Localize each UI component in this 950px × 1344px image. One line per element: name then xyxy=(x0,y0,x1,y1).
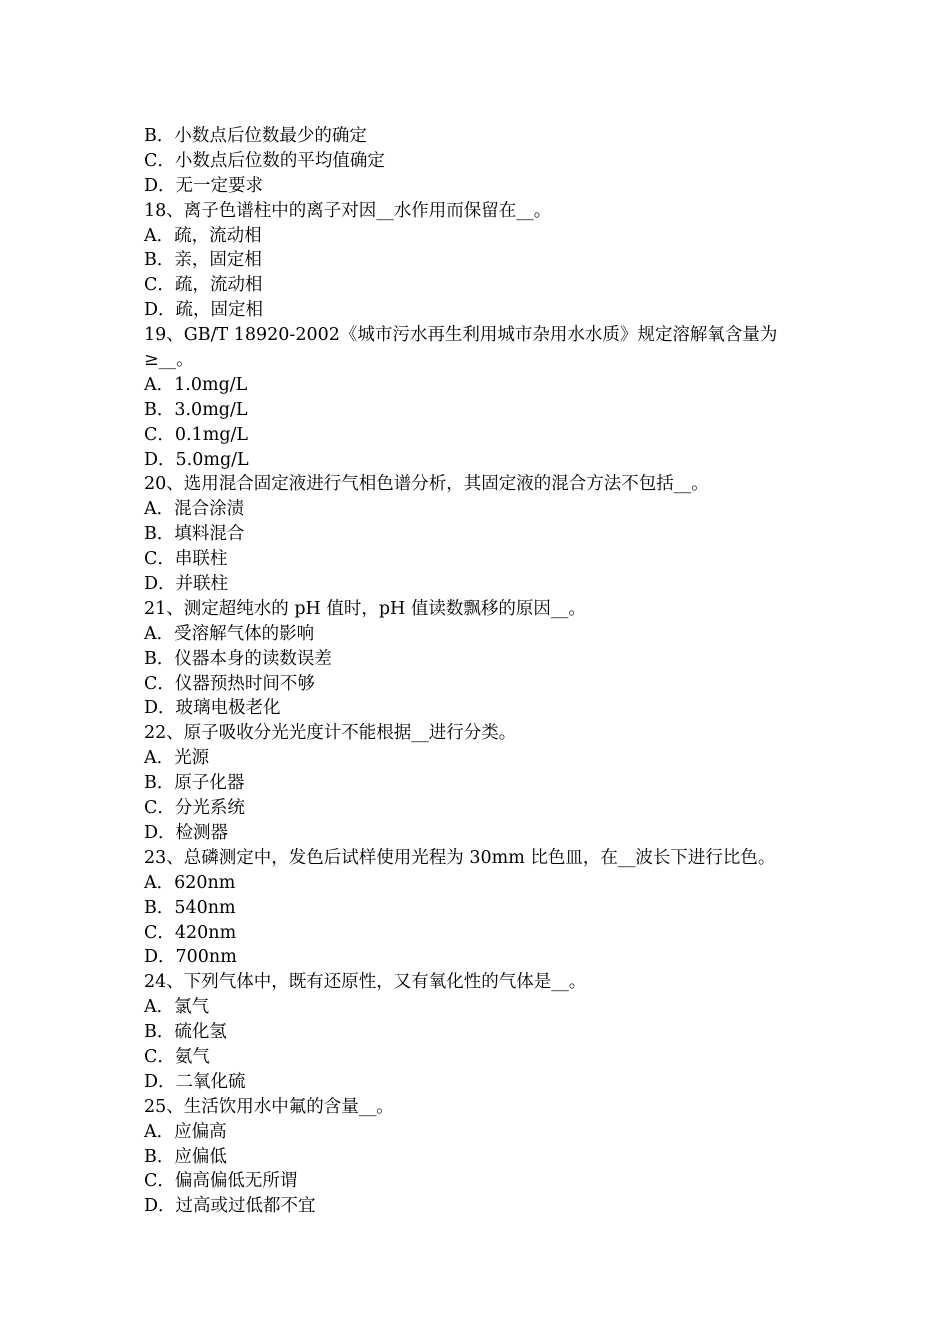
option-line: D．二氧化硫 xyxy=(144,1071,246,1092)
option-line: B．540nm xyxy=(144,897,236,918)
question-25: 25、生活饮用水中氟的含量__。 xyxy=(144,1096,394,1117)
question-19: 19、GB/T 18920-2002《城市污水再生利用城市杂用水水质》规定溶解氧含量为 xyxy=(144,325,778,346)
option-line: D．疏，固定相 xyxy=(144,300,264,321)
question-list xyxy=(144,124,814,1219)
option-line: C．氨气 xyxy=(144,1046,210,1067)
question-19-continued: ≥__。 xyxy=(144,350,194,371)
question-20: 20、选用混合固定液进行气相色谱分析，其固定液的混合方法不包括__。 xyxy=(144,474,709,495)
option-line: A．1.0mg/L xyxy=(144,374,248,395)
question-22: 22、原子吸收分光光度计不能根据__进行分类。 xyxy=(144,723,517,744)
option-line: C．疏，流动相 xyxy=(144,275,263,296)
option-line: D．并联柱 xyxy=(144,574,229,595)
question-18: 18、离子色谱柱中的离子对因__水作用而保留在__。 xyxy=(144,200,552,221)
option-line: D．无一定要求 xyxy=(144,175,264,196)
option-line: D．玻璃电极老化 xyxy=(144,698,281,719)
option-line: B．填料混合 xyxy=(144,524,245,545)
option-line: A．疏，流动相 xyxy=(144,225,262,246)
option-line: D．检测器 xyxy=(144,822,229,843)
option-line: C．小数点后位数的平均值确定 xyxy=(144,150,385,171)
option-line: B．亲，固定相 xyxy=(144,250,262,271)
option-line: B．硫化氢 xyxy=(144,1022,227,1043)
option-line: A．光源 xyxy=(144,748,210,769)
option-line: D．700nm xyxy=(144,947,237,968)
option-line: A．620nm xyxy=(144,872,236,893)
question-21: 21、测定超纯水的 pH 值时，pH 值读数飘移的原因__。 xyxy=(144,598,586,619)
option-line: C．仪器预热时间不够 xyxy=(144,673,315,694)
option-line: A．应偏高 xyxy=(144,1121,227,1142)
question-24: 24、下列气体中，既有还原性，又有氧化性的气体是__。 xyxy=(144,972,587,993)
option-line: B．小数点后位数最少的确定 xyxy=(144,126,367,146)
option-line: A．受溶解气体的影响 xyxy=(144,623,315,644)
option-line: B．原子化器 xyxy=(144,773,245,794)
option-line: C．0.1mg/L xyxy=(144,424,249,445)
option-line: A．混合涂渍 xyxy=(144,499,245,520)
option-line: B．3.0mg/L xyxy=(144,399,248,420)
option-line: C．串联柱 xyxy=(144,549,228,570)
option-line: C．分光系统 xyxy=(144,798,245,819)
option-line: B．仪器本身的读数误差 xyxy=(144,648,332,669)
question-23: 23、总磷测定中，发色后试样使用光程为 30mm 比色皿，在__波长下进行比色。 xyxy=(144,847,776,868)
option-line: A．氯气 xyxy=(144,997,210,1018)
option-line: D．5.0mg/L xyxy=(144,449,249,470)
option-line: B．应偏低 xyxy=(144,1146,227,1167)
option-line: D．过高或过低都不宜 xyxy=(144,1196,316,1217)
option-line: C．420nm xyxy=(144,922,237,943)
option-line: C．偏高偏低无所谓 xyxy=(144,1171,298,1192)
